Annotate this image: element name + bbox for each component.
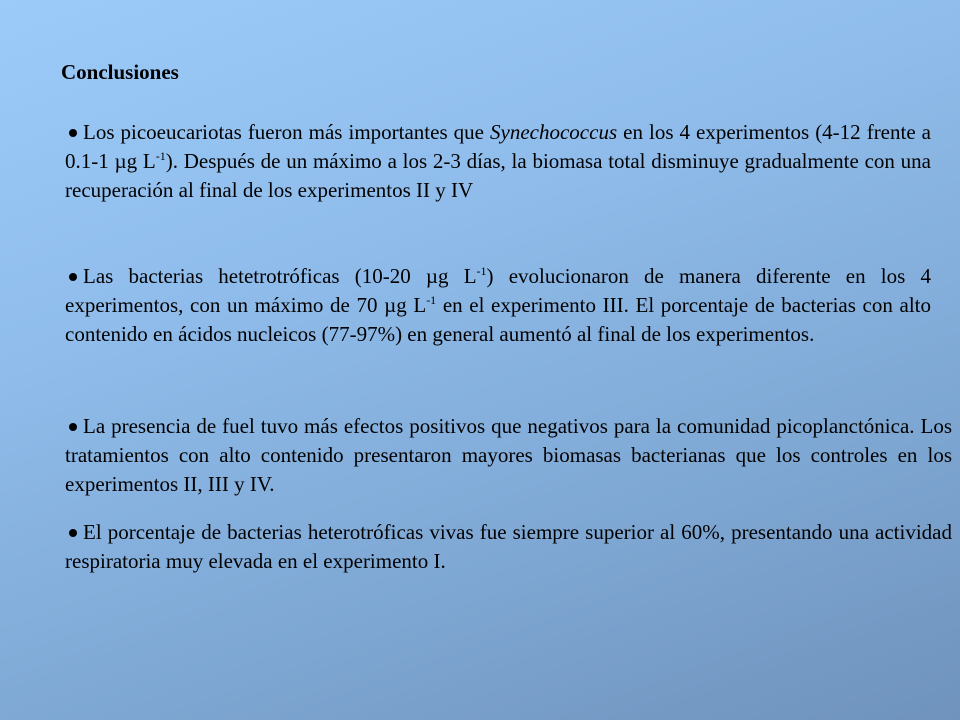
slide-title: Conclusiones: [61, 60, 179, 84]
bullet-dot-icon: [69, 273, 77, 281]
unit-exponent: -1: [426, 293, 437, 307]
bullet-heterotrophic-bacteria: [65, 262, 931, 349]
bullet-text: en el experimento III. El porcentaje de bacterias con alto contenido en ácidos nucleicos (77-97%) en general aumentó al final de los experimentos.: [65, 293, 931, 346]
bullet-picoeukaryotes: [65, 118, 931, 205]
unit-exponent: -1: [155, 149, 166, 163]
bullet-text: Las bacterias hetetrotróficas (10-20 µg L: [83, 264, 477, 288]
bullet-text: ) evolucionaron de manera diferente en los 4 experimentos, con un máximo de 70 µg L: [65, 264, 931, 317]
bullet-dot-icon: [69, 129, 77, 137]
unit-exponent: -1: [476, 264, 487, 278]
bullet-text: en los 4 experimentos (4-12 frente a 0.1-1 µg L: [65, 120, 932, 173]
species-name: Synechococcus: [490, 120, 618, 144]
bullet-text: El porcentaje de bacterias heterotróficas vivas fue siempre superior al 60%, presentando una actividad respiratoria muy elevada en el experimento I.: [65, 520, 952, 573]
bullet-text: Los picoeucariotas fueron más importantes que: [83, 120, 491, 144]
bullet-dot-icon: [69, 423, 77, 431]
bullet-text: La presencia de fuel tuvo más efectos positivos que negativos para la comunidad picoplanctónica. Los tratamientos con alto contenido presentaron mayores biomasas bacterianas que los controles en los experimentos II, III y IV.: [65, 414, 952, 496]
bullet-live-bacteria: [65, 518, 952, 576]
bullet-text: ). Después de un máximo a los 2-3 días, la biomasa total disminuye gradualmente con una recuperación al final de los experimentos II y IV: [65, 149, 931, 202]
bullet-fuel-effects: [65, 412, 952, 499]
bullet-dot-icon: [69, 529, 77, 537]
